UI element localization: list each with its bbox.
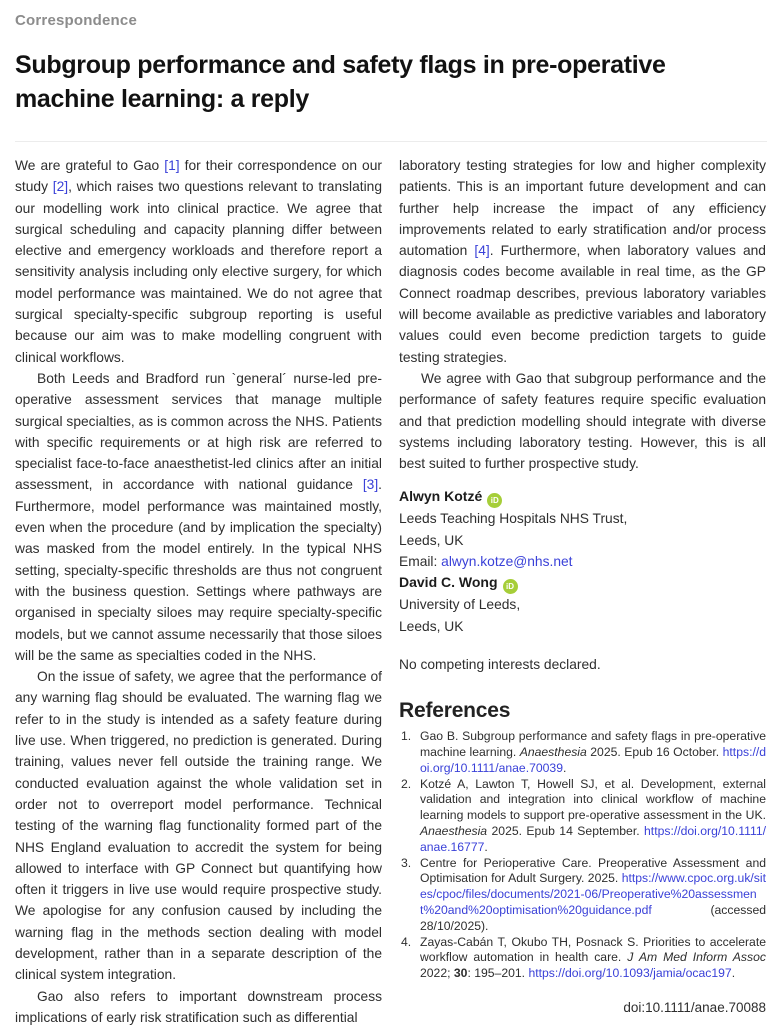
author-name-row [399, 486, 766, 508]
citation-link[interactable]: [3] [362, 477, 379, 493]
paragraph [15, 986, 382, 1028]
text-segment: Anaesthesia [519, 745, 587, 760]
author-name: Alwyn Kotzé [399, 488, 483, 505]
reference-item [399, 729, 766, 776]
orcid-icon[interactable]: iD [487, 493, 502, 508]
references-heading: References [399, 699, 511, 723]
competing-interests-statement: No competing interests declared. [399, 656, 601, 672]
right-column [399, 155, 766, 1028]
text-segment: laboratory testing strategies for low and higher complexity patients. This is an important future development and can further help increase the impact of any efficiency improvements related to early stratification and/or process automation [399, 158, 766, 259]
author-name: David C. Wong [399, 574, 498, 591]
references-list [399, 729, 766, 982]
author-affiliation: University of Leeds, [399, 597, 521, 613]
citation-link[interactable]: [4] [474, 243, 490, 259]
section-kicker: Correspondence [15, 12, 137, 29]
text-segment: Centre for Perioperative Care. Preoperative Assessment and Optimisation for Adult Surgery. 2025. [420, 855, 766, 886]
author-location: Leeds, UK [399, 532, 464, 548]
text-segment: Anaesthesia [420, 824, 488, 839]
reference-text [420, 777, 766, 854]
text-segment: for their correspondence on our study [15, 158, 382, 195]
author-name-row [399, 572, 766, 594]
author-location: Leeds, UK [399, 618, 464, 634]
text-segment: We agree with Gao that subgroup performance and the performance of safety features require specific evaluation and that prediction modelling should integrate with diverse systems including laboratory testing. However, this is all best suited to further prospective study. [399, 370, 766, 472]
citation-link[interactable]: [2] [52, 179, 69, 195]
text-segment: Zayas-Cabán T, Okubo TH, Posnack S. Priorities to accelerate workflow automation in health care. [420, 934, 766, 965]
text-segment: . [563, 760, 567, 775]
url-link[interactable]: https://doi.org/10.1111/anae.70039 [420, 745, 766, 775]
url-link[interactable]: https://doi.org/10.1093/jamia/ocac197 [528, 966, 732, 981]
citation-link[interactable]: [1] [164, 158, 180, 173]
text-segment: 2025. Epub 16 October. [586, 745, 723, 760]
paragraph [15, 155, 382, 368]
text-segment: . Furthermore, when laboratory values and diagnosis codes become available in real time, as the GP Connect roadmap describes, previous laboratory variables will become available as predictive variables and laboratory values could even become prediction targets to guide testing strategies. [399, 243, 766, 365]
email-link[interactable]: alwyn.kotze@nhs.net [441, 554, 573, 570]
paragraph [399, 155, 766, 368]
orcid-icon[interactable]: iD [503, 579, 518, 594]
text-segment: 2022; [420, 966, 454, 981]
left-column [15, 155, 382, 1028]
text-segment: Gao B. Subgroup performance and safety flags in pre-operative machine learning. [420, 729, 766, 760]
reference-text [420, 729, 766, 775]
author [399, 572, 766, 637]
text-segment: . [731, 966, 736, 981]
article-doi: doi:10.1111/anae.70088 [623, 999, 766, 1015]
reference-number: 3. [401, 855, 412, 870]
text-segment: . [484, 839, 488, 854]
text-segment: Both Leeds and Bradford run `general´ nurse-led pre-operative assessment services that manage multiple surgical specialties, as is common across the NHS. Patients with specific requirements or at high risk are referred to specialist face-to-face anaesthetist-led clinics after an initial assessment, in accordance with national guidance [15, 370, 382, 493]
paragraph [15, 368, 382, 666]
text-segment: . Furthermore, model performance was maintained mostly, even when the procedure (and by implication the specialty) was masked from the model entirely. In the typical NHS setting, specialty-specific thresholds are thus not congruent with the business question. Settings where pathways are organised in specialty siloes may require specialty-specific models, but we cannot assume necessarily that those siloes will be the same as specialties coded in the NHS. [15, 477, 382, 663]
url-link[interactable]: https://www.cpoc.org.uk/sites/cpoc/files/documents/2021-06/Preoperative%20assessment%20and%20optimisation%20guidance.pdf [420, 871, 766, 917]
email-label: Email: [399, 554, 442, 570]
text-segment: On the issue of safety, we agree that the performance of any warning flag should be evaluated. The warning flag we refer to in the study is intended as a safety feature during live use. When triggered, no prediction is generated. During training, values never fell outside the training range. We conducted evaluation against the whole validation set in order not to overreport model performance. Technical testing of the warning flag functionality formed part of the NHS England evaluation to accredit the system for being allowed to interface with GP Connect but quantifying how often it triggers in live use would require prospective study. We apologise for any confusion caused by including the warning flag in the methods section dealing with model development, rather than in a separate description of the clinical system integration. [15, 669, 382, 983]
text-segment: 2025. Epub 14 September. [487, 824, 645, 839]
reference-item [399, 935, 766, 982]
author-affiliation: Leeds Teaching Hospitals NHS Trust, [399, 511, 628, 527]
text-segment: Kotzé A, Lawton T, Howell SJ, et al. Development, external validation and integration into clinical workflow of machine learning models to support pre-operative assessment in the UK. [420, 776, 766, 823]
text-segment: , which raises two questions relevant to translating our modelling work into clinical practice. We agree that surgical scheduling and capacity planning differ between elective and emergency workloads and therefore report a sensitivity analysis including only elective surgery, for which model performance was maintained. We do not agree that surgical specialty-specific subgroup reporting is useful because our aim was to make modelling congruent with clinical workflows. [15, 179, 382, 365]
reference-text [420, 935, 766, 981]
url-link[interactable]: https://doi.org/10.1111/anae.16777 [420, 824, 766, 854]
two-column-body [15, 155, 767, 1028]
reference-text [420, 856, 766, 933]
reference-number: 2. [401, 776, 412, 791]
text-segment: (accessed 28/10/2025). [420, 903, 766, 933]
paragraph [399, 368, 766, 474]
paragraph [15, 666, 382, 985]
text-segment: 30 [453, 966, 468, 981]
text-segment: J Am Med Inform Assoc [627, 950, 766, 965]
article-title: Subgroup performance and safety flags in pre-operative machine learning: a reply [15, 51, 666, 113]
text-segment: : 195–201. [467, 966, 529, 981]
author-email-row [399, 551, 766, 572]
text-segment: We are grateful to Gao [15, 158, 165, 173]
reference-item [399, 856, 766, 935]
header-divider [15, 141, 767, 142]
reference-number: 1. [401, 729, 412, 744]
text-segment: Gao also refers to important downstream process implications of early risk stratification such as differential [15, 988, 382, 1025]
reference-item [399, 777, 766, 856]
authors-block [399, 486, 766, 636]
reference-number: 4. [401, 934, 412, 949]
author [399, 486, 766, 572]
